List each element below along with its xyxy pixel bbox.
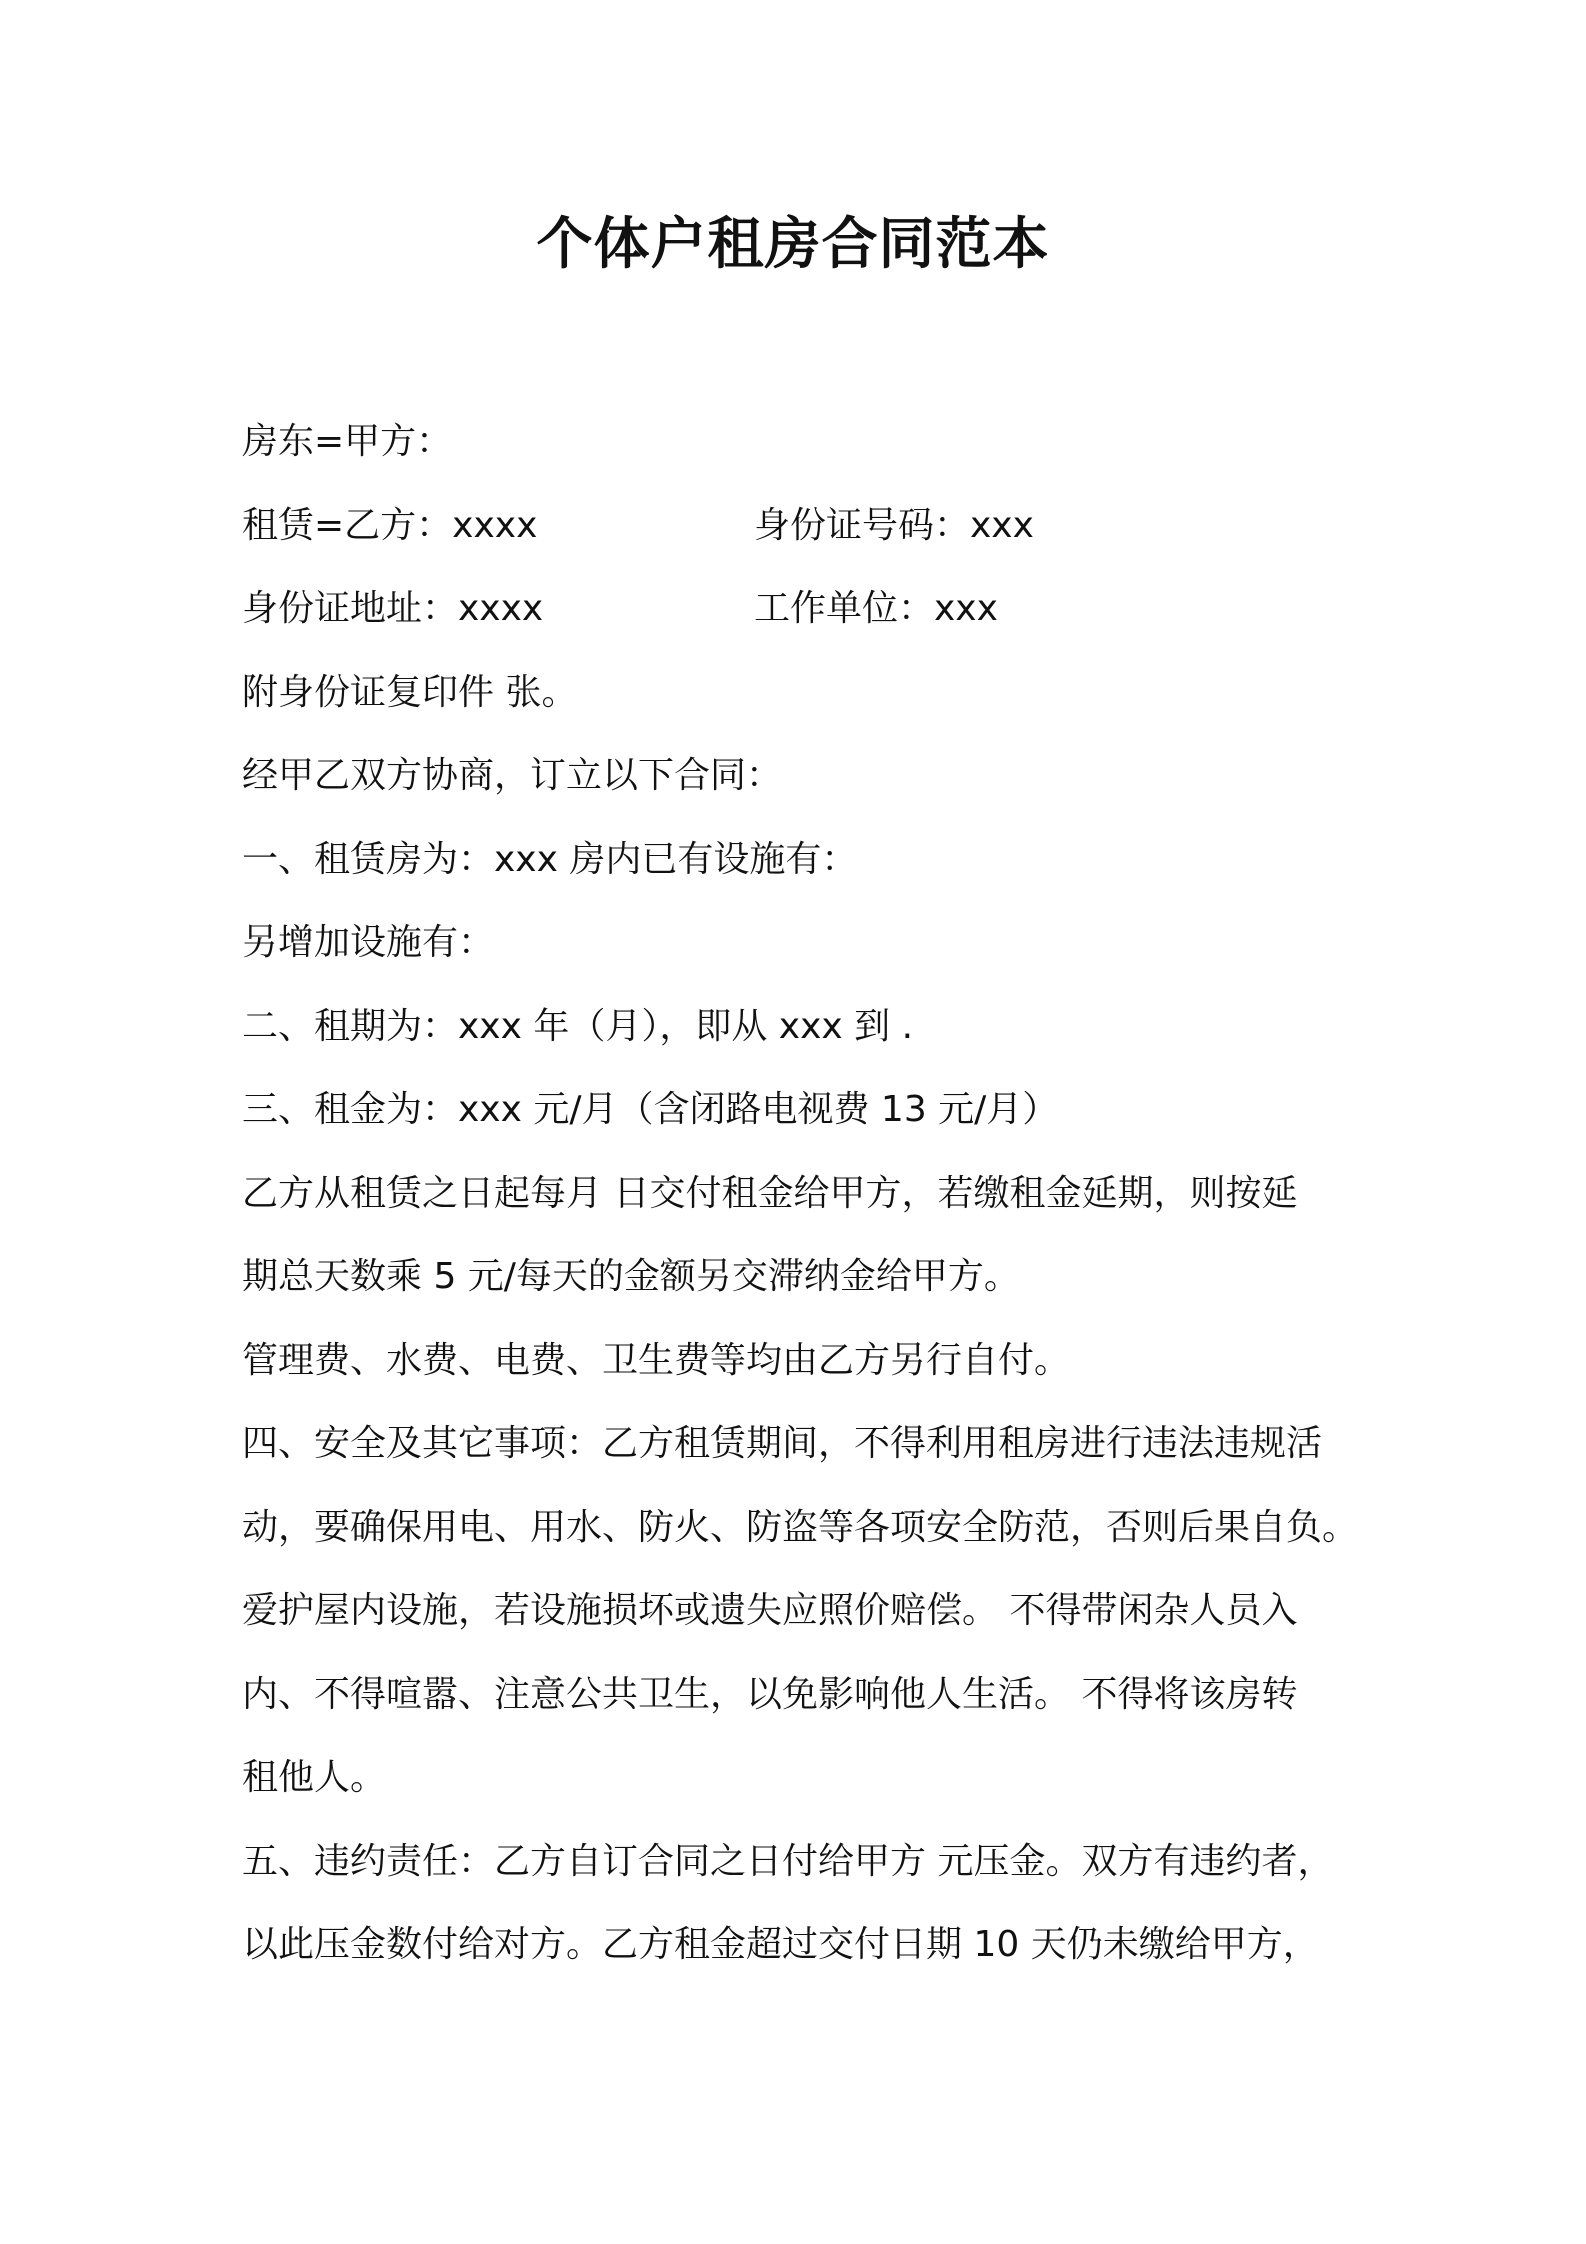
document-title: 个体户租房合同范本 <box>536 212 1050 277</box>
contract-line: 租他人。 <box>242 1757 387 1798</box>
landlord-line: 房东=甲方： <box>242 421 453 462</box>
contract-line: 期总天数乘 5 元/每天的金额另交滞纳金给甲方。 <box>242 1256 1020 1297</box>
id-number-field: 身份证号码：xxx <box>754 504 1034 546</box>
contract-line: 爱护屋内设施，若设施损坏或遗失应照价赔偿。 不得带闲杂人员入 <box>242 1590 1298 1631</box>
id-address-field: 身份证地址：xxxx <box>242 588 544 629</box>
contract-line: 经甲乙双方协商，订立以下合同： <box>242 755 783 796</box>
contract-body <box>242 400 1362 1987</box>
contract-line: 内、不得喧嚣、注意公共卫生，以免影响他人生活。 不得将该房转 <box>242 1673 1298 1715</box>
contract-line: 五、违约责任：乙方自订合同之日付给甲方 元压金。双方有违约者， <box>242 1840 1334 1882</box>
contract-line: 管理费、水费、电费、卫生费等均由乙方另行自付。 <box>242 1339 1071 1381</box>
id-copy-line: 附身份证复印件 张。 <box>242 671 578 713</box>
contract-line: 三、租金为：xxx 元/月（含闭路电视费 13 元/月） <box>242 1089 1059 1130</box>
contract-line: 二、租期为：xxx 年（月），即从 xxx 到 . <box>242 1005 914 1047</box>
contract-line: 另增加设施有： <box>242 922 495 963</box>
contract-line: 一、租赁房为：xxx 房内已有设施有： <box>242 838 858 880</box>
contract-line: 乙方从租赁之日起每月 日交付租金给甲方，若缴租金延期，则按延 <box>242 1172 1298 1214</box>
contract-line: 以此压金数付给对方。乙方租金超过交付日期 10 天仍未缴给甲方， <box>242 1924 1319 1965</box>
address-row <box>242 567 1362 651</box>
contract-line: 四、安全及其它事项：乙方租赁期间，不得利用租房进行违法违规活 <box>242 1423 1323 1464</box>
tenant-row <box>242 484 1362 568</box>
work-unit-field: 工作单位：xxx <box>754 588 998 629</box>
contract-line: 动，要确保用电、用水、防火、防盗等各项安全防范，否则后果自负。 <box>242 1506 1359 1548</box>
tenant-field: 租赁=乙方：xxxx <box>242 504 538 546</box>
